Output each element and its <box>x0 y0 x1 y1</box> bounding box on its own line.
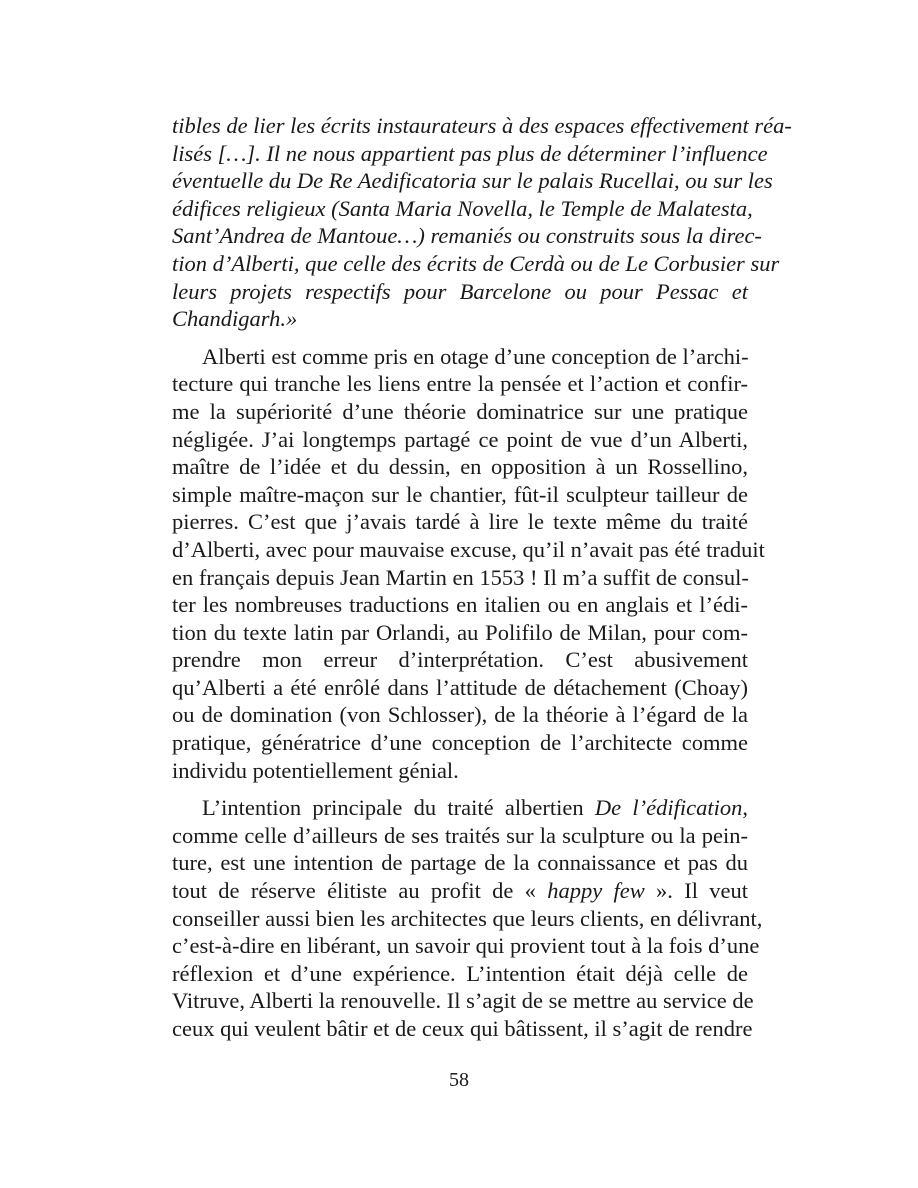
text-run: ». Il veut <box>644 878 749 904</box>
paragraph-line: négligée. J’ai longtemps partagé ce point de vue d’un Alberti, <box>172 426 748 452</box>
quote-line: Chandigarh.» <box>172 306 298 332</box>
paragraph-line: conseiller aussi bien les architectes que leurs clients, en délivrant, <box>172 905 763 931</box>
paragraph-line: c’est-à-dire en libérant, un savoir qui provient tout à la fois d’une <box>172 933 760 959</box>
paragraph-line: pratique, génératrice d’une conception de l’architecte comme <box>172 730 748 756</box>
paragraph-2 <box>172 794 763 1042</box>
page-number: 58 <box>449 1069 469 1091</box>
paragraph-line: ou de domination (von Schlosser), de la théorie à l’égard de la <box>172 702 748 728</box>
italic-title: De l’édification <box>594 795 743 821</box>
paragraph-1 <box>172 343 765 785</box>
paragraph-line: prendre mon erreur d’interprétation. C’est abusivement <box>172 647 748 673</box>
paragraph-line: me la supériorité d’une théorie dominatrice sur une pratique <box>172 398 748 424</box>
paragraph-line: ture, est une intention de partage de la connaissance et pas du <box>172 850 748 876</box>
paragraph-line: ceux qui veulent bâtir et de ceux qui bâtissent, il s’agit de rendre <box>172 1016 753 1041</box>
paragraph-line: réflexion et d’une expérience. L’intention était déjà celle de <box>172 960 748 986</box>
paragraph-line: Vitruve, Alberti la renouvelle. Il s’agit de se mettre au service de <box>172 988 754 1014</box>
quote-line: édifices religieux (Santa Maria Novella, le Temple de Malatesta, <box>172 195 753 221</box>
paragraph-line: d’Alberti, avec pour mauvaise excuse, qu’il n’avait pas été traduit <box>172 536 765 562</box>
quote-line: Sant’Andrea de Mantoue…) remaniés ou construits sous la direc- <box>172 223 762 249</box>
quote-line: tion d’Alberti, que celle des écrits de Cerdà ou de Le Corbusier sur <box>172 250 780 276</box>
paragraph-line: comme celle d’ailleurs de ses traités sur la sculpture ou la pein- <box>172 822 748 848</box>
paragraph-line: en français depuis Jean Martin en 1553 ! Il m’a suffit de consul- <box>172 564 749 590</box>
paragraph-line <box>172 877 748 905</box>
paragraph-line: tion du texte latin par Orlandi, au Polifilo de Milan, pour com- <box>172 619 748 645</box>
text-run: tout de réserve élitiste au profit de « <box>172 878 548 904</box>
paragraph-line: maître de l’idée et du dessin, en opposition à un Rossellino, <box>172 454 748 480</box>
quote-line: tibles de lier les écrits instaurateurs à des espaces effectivement réa- <box>172 113 792 138</box>
page-body <box>172 112 792 1043</box>
paragraph-line <box>172 794 748 822</box>
paragraph-line: tecture qui tranche les liens entre la pensée et l’action et confir- <box>172 371 748 397</box>
paragraph-line: pierres. C’est que j’avais tardé à lire le texte même du traité <box>172 509 748 535</box>
italic-phrase: happy few <box>547 878 645 904</box>
quote-line: leurs projets respectifs pour Barcelone ou pour Pessac et <box>172 278 748 304</box>
paragraph-line: simple maître-maçon sur le chantier, fût-il sculpteur tailleur de <box>172 481 748 507</box>
block-quote <box>172 112 792 333</box>
paragraph-line: qu’Alberti a été enrôlé dans l’attitude de détachement (Choay) <box>172 674 748 700</box>
paragraph-line: individu potentiellement génial. <box>172 757 459 783</box>
text-run: L’intention principale du traité albertien <box>202 795 595 821</box>
quote-line: éventuelle du De Re Aedificatoria sur le palais Rucellai, ou sur les <box>172 168 773 194</box>
quote-line: lisés […]. Il ne nous appartient pas plus de déterminer l’influence <box>172 140 768 166</box>
text-run: , <box>742 795 748 821</box>
paragraph-line: ter les nombreuses traductions en italien ou en anglais et l’édi- <box>172 592 748 618</box>
paragraph-line: Alberti est comme pris en otage d’une conception de l’archi- <box>202 343 749 369</box>
